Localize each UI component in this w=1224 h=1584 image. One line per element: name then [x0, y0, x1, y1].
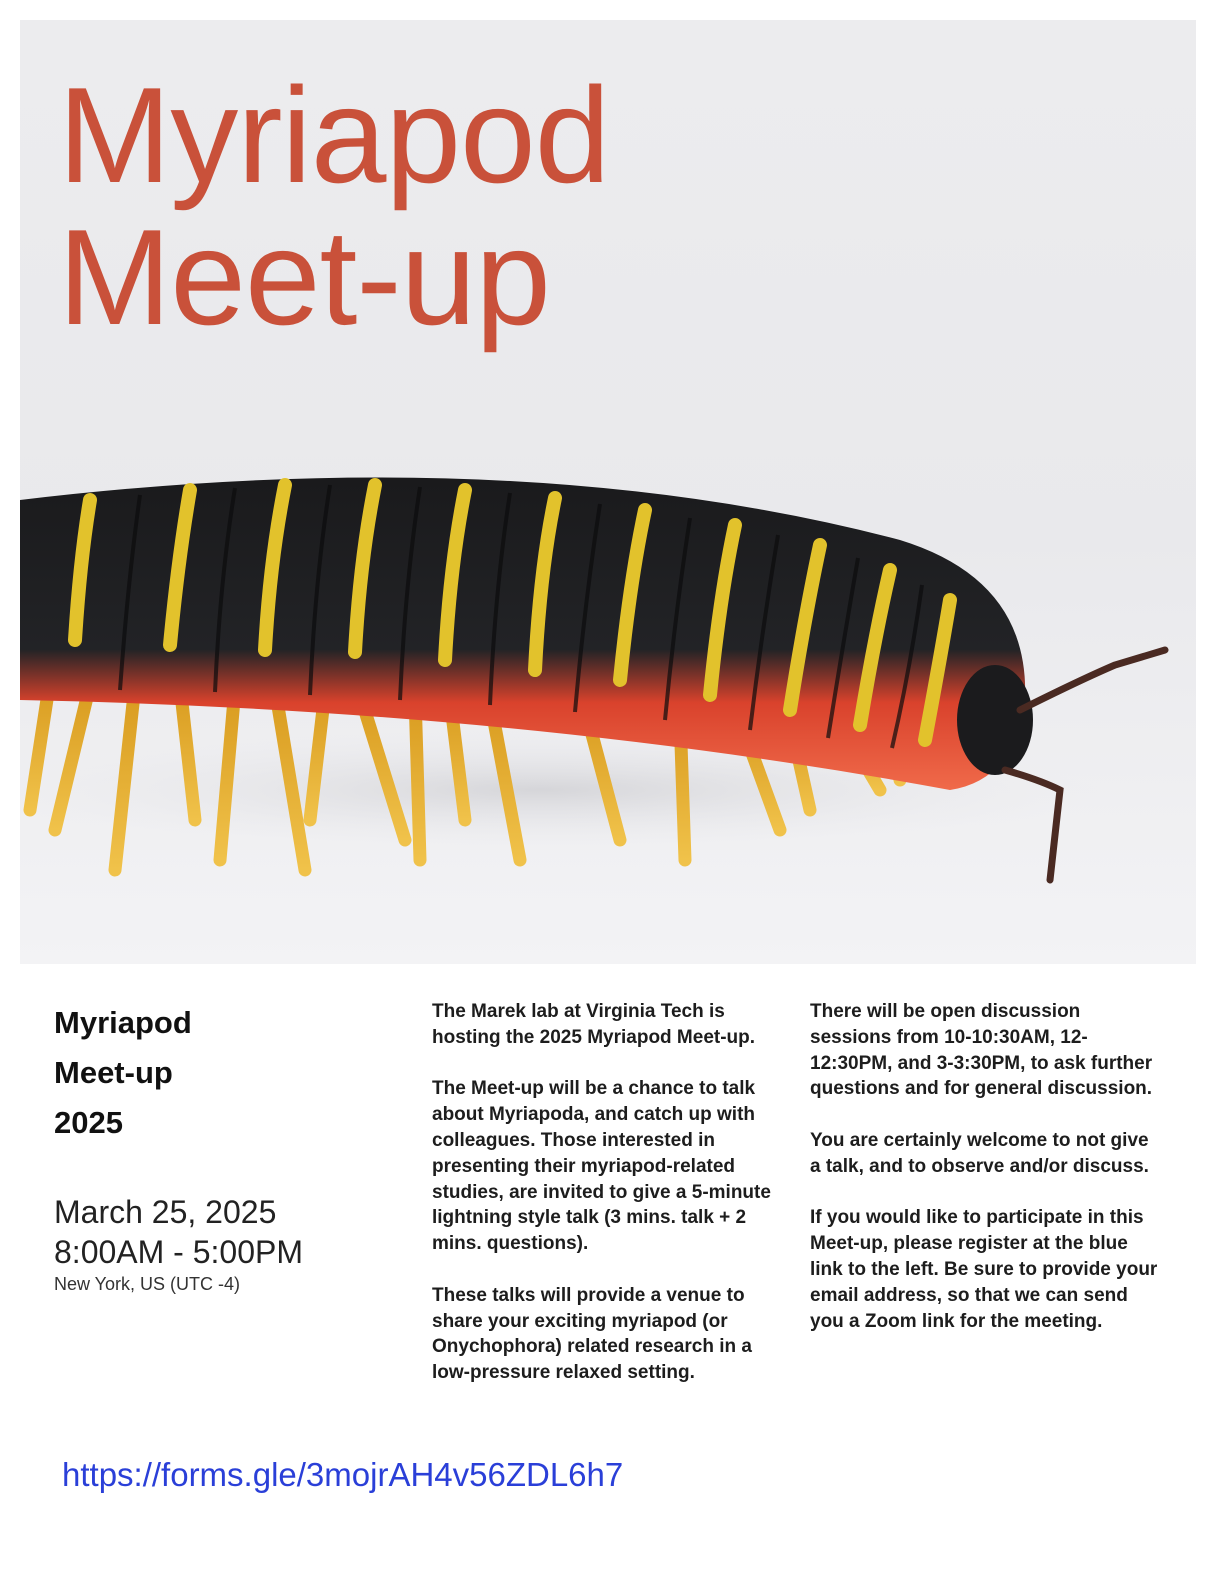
- event-timezone: New York, US (UTC -4): [54, 1274, 241, 1294]
- registration-link[interactable]: https://forms.gle/3mojrAH4v56ZDL6h7: [62, 1456, 624, 1493]
- event-title: [54, 998, 394, 1148]
- hero-title-line2: Meet-up: [58, 201, 550, 353]
- event-date: March 25, 2025: [54, 1194, 277, 1230]
- paragraph: If you would like to participate in this Meet-up, please register at the blue link to the left. Be sure to provide your email address, so that we can send you a Zoom link for the meeting.: [810, 1207, 1158, 1332]
- paragraph: The Marek lab at Virginia Tech is hosting the 2025 Myriapod Meet-up.: [432, 1001, 756, 1048]
- event-time: 8:00AM - 5:00PM: [54, 1234, 303, 1270]
- event-info: [54, 998, 394, 1295]
- paragraph: You are certainly welcome to not give a talk, and to observe and/or discuss.: [810, 1129, 1149, 1177]
- event-title-line3: 2025: [54, 1105, 123, 1140]
- event-title-line2: Meet-up: [54, 1055, 173, 1090]
- description-column-middle: [432, 999, 782, 1412]
- description-column-right: [810, 999, 1160, 1360]
- paragraph: There will be open discussion sessions from 10-10:30AM, 12-12:30PM, and 3-3:30PM, to ask further questions and for general discussion.: [810, 1001, 1153, 1100]
- hero-title-line1: Myriapod: [58, 59, 610, 211]
- paragraph: These talks will provide a venue to share your exciting myriapod (or Onychophora) related research in a low-pressure relaxed setting.: [432, 1284, 752, 1384]
- hero-title: [58, 59, 610, 353]
- hero-banner: [20, 20, 1196, 964]
- paragraph: The Meet-up will be a chance to talk about Myriapoda, and catch up with colleagues. Those interested in presenting their myriapod-related studies, are invited to give a 5-minute lightning style talk (3 mins. talk + 2 mins. questions).: [432, 1078, 771, 1255]
- event-datetime: [54, 1192, 394, 1272]
- event-title-line1: Myriapod: [54, 1005, 192, 1040]
